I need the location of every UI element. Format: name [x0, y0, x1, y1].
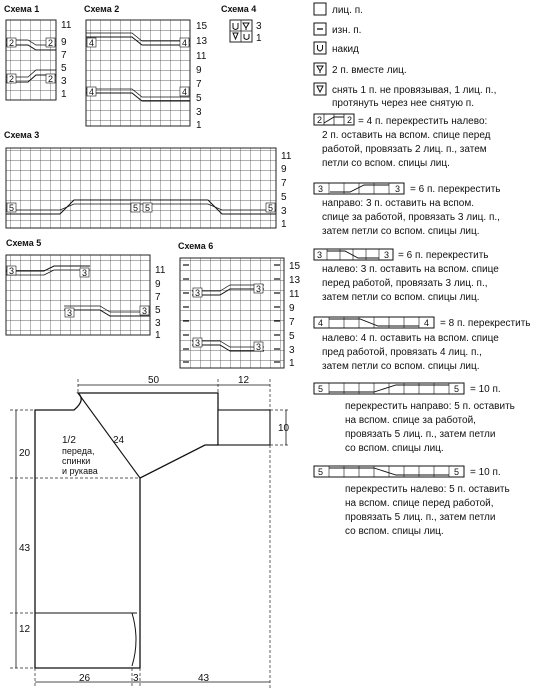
legend-c10r-line: провязать 5 лиц. п., затем петли: [345, 429, 496, 440]
cable-label: 4: [318, 318, 324, 328]
row-number: 5: [196, 93, 202, 104]
legend-c6r-line: затем петли со вспом. спицы лиц.: [322, 226, 480, 237]
legend-c10r-line: на вспом. спице за работой,: [345, 415, 476, 426]
legend-c6l-line: перед работой, провязать 3 лиц. п.,: [322, 278, 488, 289]
scheme-6: [178, 241, 301, 369]
row-number: 11: [61, 20, 72, 31]
scheme-5-title: Схема 5: [6, 238, 42, 248]
row-number: 7: [196, 79, 202, 90]
row-number: 11: [289, 289, 300, 300]
legend-c6l-line: = 6 п. перекрестить: [398, 250, 489, 261]
cable-label: 5: [454, 467, 460, 477]
legend-c8l-line: затем петли со вспом. спицы лиц.: [322, 361, 480, 372]
dim-top: 50: [148, 375, 160, 386]
pattern-label: переда,: [62, 446, 95, 456]
row-number: 9: [281, 164, 287, 175]
scheme-1: [4, 4, 72, 100]
symbol-legend: [314, 3, 530, 537]
row-number: 5: [281, 192, 287, 203]
scheme-6-cross-label: 3: [256, 284, 262, 294]
legend-purl: изн. п.: [332, 25, 362, 36]
legend-c10l-line: = 10 п.: [470, 467, 501, 478]
scheme-6-cross-label: 3: [195, 288, 201, 298]
row-number: 1: [196, 120, 202, 131]
legend-c4l-line: петли со вспом. спицы лиц.: [322, 158, 450, 169]
row-number: 15: [289, 261, 301, 272]
row-number: 7: [281, 178, 287, 189]
legend-c8l-line: налево: 4 п. оставить на вспом. спице: [322, 333, 499, 344]
row-number: 13: [289, 275, 301, 286]
cable-6-left-symbol: [314, 249, 393, 260]
legend-c6r-line: направо: 3 п. оставить на вспом.: [322, 198, 475, 209]
scheme-2-cross-label: 4: [182, 87, 188, 97]
legend-c10r-line: перекрестить направо: 5 п. оставить: [345, 401, 515, 412]
dim-body-height: 43: [19, 543, 31, 554]
legend-c10l-line: со вспом. спицы лиц.: [345, 526, 444, 537]
scheme-1-cross-label: 2: [48, 38, 54, 48]
legend-c10r-line: = 10 п.: [470, 384, 501, 395]
row-number: 11: [155, 265, 166, 276]
row-number: 7: [289, 317, 295, 328]
legend-c8l-line: = 8 п. перекрестить: [440, 318, 531, 329]
scheme-5: [6, 238, 166, 341]
row-number: 3: [196, 107, 202, 118]
row-number: 7: [155, 292, 161, 303]
scheme-3-cross-label: 5: [9, 203, 15, 213]
scheme-5-cross-label: 3: [142, 306, 148, 316]
scheme-2: [84, 4, 208, 131]
legend-c10l-line: перекрестить налево: 5 п. оставить: [345, 484, 510, 495]
row-number: 11: [196, 51, 207, 62]
scheme-3-cross-label: 5: [145, 203, 151, 213]
row-number: 5: [289, 331, 295, 342]
slip-stitch-icon: [314, 83, 326, 95]
cable-6-right-symbol: [314, 183, 404, 194]
legend-slip-line: снять 1 п. не провязывая, 1 лиц. п.,: [332, 85, 497, 96]
dim-half-width: 26: [79, 673, 91, 684]
legend-c10r-line: со вспом. спицы лиц.: [345, 443, 444, 454]
legend-c4l-line: работой, провязать 2 лиц. п., затем: [322, 144, 487, 155]
scheme-2-cross-label: 4: [182, 38, 188, 48]
dim-raglan: 24: [113, 435, 125, 446]
dim-rib-height: 12: [19, 624, 31, 635]
scheme-1-title: Схема 1: [4, 4, 40, 14]
legend-c10l-line: провязать 5 лиц. п., затем петли: [345, 512, 496, 523]
scheme-2-cross-label: 4: [89, 38, 95, 48]
scheme-1-cross-label: 2: [48, 74, 54, 84]
scheme-4: [221, 4, 262, 44]
row-number: 13: [196, 36, 208, 47]
scheme-1-cross-label: 2: [9, 38, 15, 48]
cable-label: 5: [318, 467, 324, 477]
legend-c6l-line: налево: 3 п. оставить на вспом. спице: [322, 264, 499, 275]
scheme-5-cross-label: 3: [82, 268, 88, 278]
legend-yo: накид: [332, 44, 359, 55]
cable-label: 3: [318, 184, 324, 194]
legend-knit: лиц. п.: [332, 5, 363, 16]
legend-slip-line: протянуть через нее снятую п.: [332, 98, 474, 109]
row-number: 3: [281, 206, 287, 217]
scheme-3-cross-label: 5: [133, 203, 139, 213]
cable-10-left-symbol: [314, 466, 464, 477]
garment-pattern: [10, 375, 290, 688]
scheme-3: [4, 130, 292, 230]
row-number: 11: [281, 151, 292, 162]
legend-c6r-line: = 6 п. перекрестить: [410, 184, 501, 195]
knit-stitch-icon: [314, 3, 326, 15]
scheme-4-title: Схема 4: [221, 4, 257, 14]
legend-c10l-line: на вспом. спице перед работой,: [345, 498, 494, 509]
scheme-6-cross-label: 3: [256, 342, 262, 352]
cable-label: 4: [424, 318, 430, 328]
row-number: 9: [155, 279, 161, 290]
row-number: 3: [61, 76, 67, 87]
yarn-over-icon: [314, 42, 326, 54]
cable-label: 3: [395, 184, 401, 194]
row-number: 9: [61, 37, 67, 48]
row-number: 7: [61, 50, 67, 61]
pattern-label: 1/2: [62, 435, 76, 446]
dim-sleeve-length: 43: [198, 673, 210, 684]
dim-yoke-height: 20: [19, 448, 31, 459]
cable-label: 3: [317, 250, 323, 260]
row-number: 1: [61, 89, 67, 100]
row-number: 5: [155, 305, 161, 316]
scheme-3-cross-label: 5: [268, 203, 274, 213]
scheme-6-cross-label: 3: [195, 338, 201, 348]
row-number: 3: [155, 318, 161, 329]
k2tog-icon: [314, 63, 326, 75]
row-number: 1: [155, 330, 161, 341]
scheme-5-cross-label: 3: [67, 308, 73, 318]
cable-8-left-symbol: [314, 317, 434, 328]
cable-label: 5: [318, 384, 324, 394]
dim-cuff: 10: [278, 423, 290, 434]
cable-label: 3: [384, 250, 390, 260]
cable-label: 5: [454, 384, 460, 394]
row-number: 9: [196, 65, 202, 76]
row-number: 3: [289, 345, 295, 356]
scheme-1-cross-label: 2: [9, 74, 15, 84]
scheme-2-cross-label: 4: [89, 87, 95, 97]
scheme-3-title: Схема 3: [4, 130, 40, 140]
scheme-6-title: Схема 6: [178, 241, 214, 251]
dim-side-gap: 3: [133, 673, 139, 684]
scheme-5-cross-label: 3: [9, 266, 15, 276]
row-number: 3: [256, 21, 262, 32]
pattern-label: спинки: [62, 456, 91, 466]
row-number: 5: [61, 63, 67, 74]
cable-4-left-symbol: [314, 114, 354, 125]
legend-c6r-line: спице за работой, провязать 3 лиц. п.,: [322, 212, 500, 223]
row-number: 9: [289, 303, 295, 314]
legend-c4l-line: 2 п. оставить на вспом. спице перед: [322, 130, 491, 141]
legend-k2tog: 2 п. вместе лиц.: [332, 65, 407, 76]
legend-c8l-line: пред работой, провязать 4 лиц. п.,: [322, 347, 482, 358]
row-number: 1: [256, 33, 262, 44]
cable-10-right-symbol: [314, 383, 464, 394]
row-number: 15: [196, 21, 208, 32]
row-number: 1: [289, 358, 295, 369]
legend-c4l-line: = 4 п. перекрестить налево:: [358, 116, 488, 127]
cable-label: 2: [347, 115, 353, 125]
pattern-label: и рукава: [62, 466, 98, 476]
dim-sleeve-end: 12: [238, 375, 250, 386]
cable-label: 2: [317, 115, 323, 125]
row-number: 1: [281, 219, 287, 230]
scheme-2-title: Схема 2: [84, 4, 120, 14]
legend-c6l-line: затем петли со вспом. спицы лиц.: [322, 292, 480, 303]
